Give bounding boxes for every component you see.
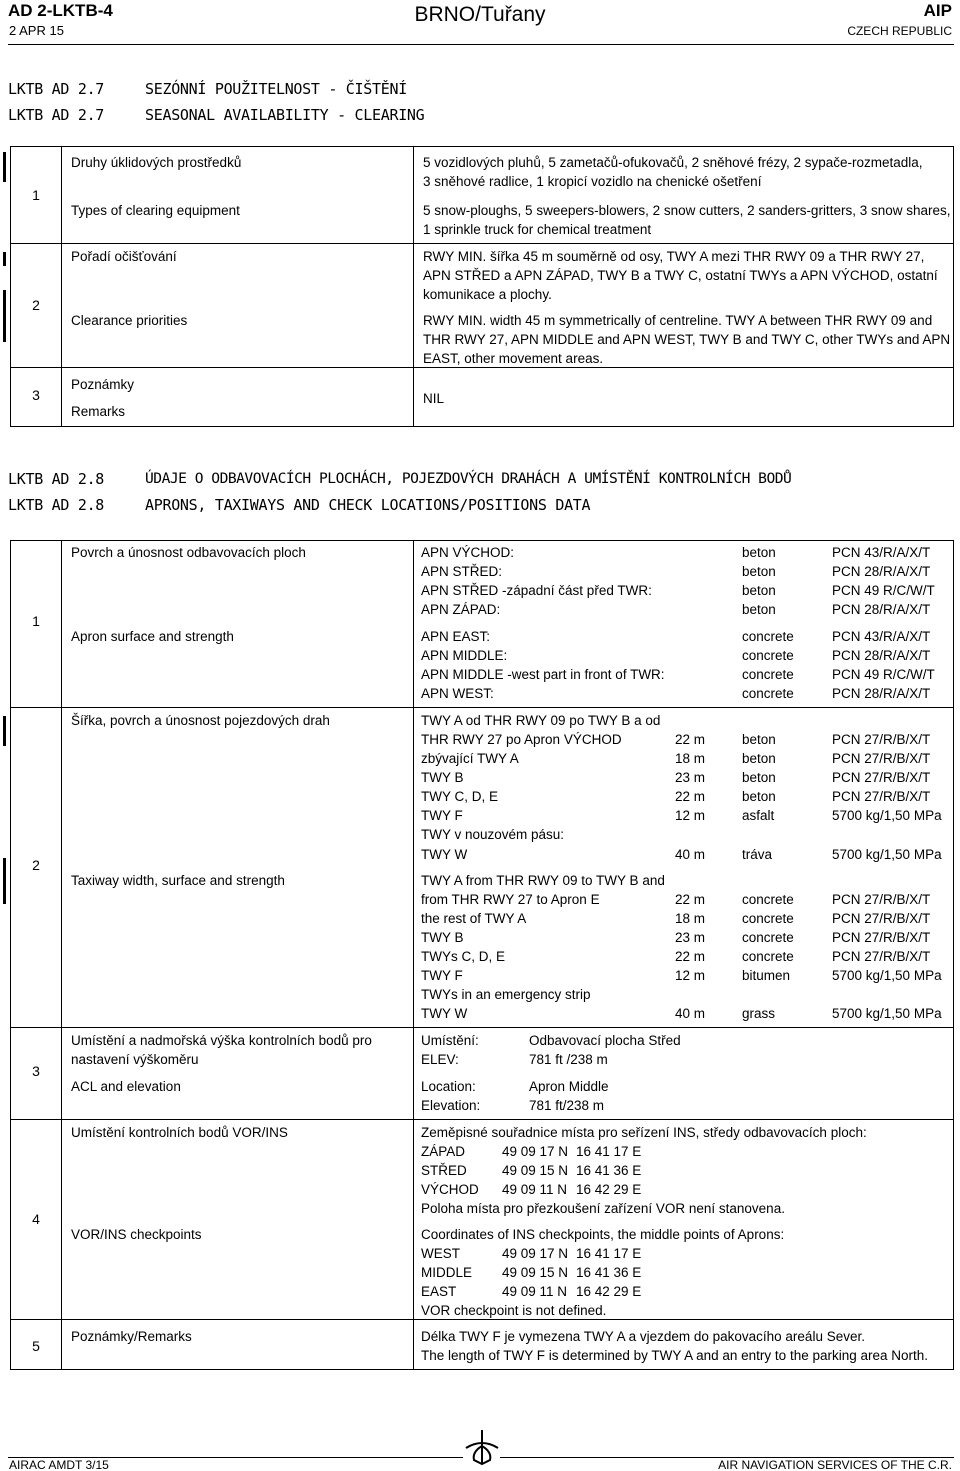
document-code: AD 2-LKTB-4 (8, 1, 113, 20)
taxiway-name: TWY W (421, 847, 468, 862)
apron-pcn: PCN 49 R/C/W/T (832, 583, 935, 598)
taxiway-width: 23 m (675, 930, 706, 945)
taxiway-width: 22 m (675, 949, 706, 964)
taxiway-surface: asfalt (742, 808, 775, 823)
label-acl-en: ACL and elevation (71, 1079, 181, 1094)
apron-surface: beton (742, 602, 776, 617)
taxiway-surface: tráva (742, 847, 773, 862)
label-taxiway-en: Taxiway width, surface and strength (71, 873, 285, 888)
apron-name: APN STŘED -západní část před TWR: (421, 583, 652, 598)
checkpoint-lat: 49 09 15 N (502, 1163, 569, 1178)
checkpoint-name: STŘED (421, 1163, 467, 1178)
apron-name: APN WEST: (421, 686, 494, 701)
label-acl-cz: Umístění a nadmořská výška kontrolních bodů pro (71, 1033, 372, 1048)
taxiway-name: TWYs in an emergency strip (421, 987, 591, 1002)
taxiway-width: 40 m (675, 1006, 706, 1021)
apron-taxiway-table (10, 540, 954, 1370)
footer-publisher: AIR NAVIGATION SERVICES OF THE C.R. (718, 1458, 952, 1471)
taxiway-name: TWY B (421, 770, 464, 785)
checkpoint-lon: 16 41 36 E (576, 1163, 642, 1178)
value-text: APN STŘED a APN ZÁPAD, TWY B a TWY C, ostatní TWYs a APN VÝCHOD, ostatní (423, 268, 938, 283)
elevation-value: 781 ft/238 m (529, 1098, 605, 1113)
change-bar (3, 858, 6, 904)
apron-name: APN MIDDLE -west part in front of TWR: (421, 667, 665, 682)
taxiway-name: TWY C, D, E (421, 789, 499, 804)
apron-pcn: PCN 28/R/A/X/T (832, 686, 931, 701)
apron-surface: concrete (742, 686, 794, 701)
taxiway-surface: concrete (742, 911, 794, 926)
taxiway-name: the rest of TWY A (421, 911, 527, 926)
value-text: RWY MIN. šířka 45 m souměrně od osy, TWY A mezi THR RWY 09 a THR RWY 27, (423, 249, 925, 264)
taxiway-pcn: PCN 27/R/B/X/T (832, 911, 931, 926)
taxiway-pcn: PCN 27/R/B/X/T (832, 892, 931, 907)
checkpoint-lon: 16 41 17 E (576, 1144, 642, 1159)
section-28-title-cz: ÚDAJE O ODBAVOVACÍCH PLOCHÁCH, POJEZDOVÝCH DRAHÁCH A UMÍSTĚNÍ KONTROLNÍCH BODŮ (145, 470, 792, 487)
taxiway-pcn: PCN 27/R/B/X/T (832, 789, 931, 804)
taxiway-width: 22 m (675, 789, 706, 804)
label-clearance-priorities-en: Clearance priorities (71, 313, 188, 328)
checkpoint-lon: 16 41 36 E (576, 1265, 642, 1280)
taxiway-name: THR RWY 27 po Apron VÝCHOD (421, 732, 622, 747)
row-number: 4 (32, 1211, 40, 1227)
checkpoint-lon: 16 42 29 E (576, 1182, 642, 1197)
label-clearing-equipment-en: Types of clearing equipment (71, 203, 240, 218)
change-bar (3, 252, 6, 266)
value-text: NIL (423, 391, 445, 406)
taxiway-pcn: 5700 kg/1,50 MPa (832, 1006, 942, 1021)
elevation-label: Elevation: (421, 1098, 481, 1113)
apron-pcn: PCN 43/R/A/X/T (832, 629, 931, 644)
label-apron-surface-cz: Povrch a únosnost odbavovacích ploch (71, 545, 306, 560)
taxiway-width: 23 m (675, 770, 706, 785)
change-bar (3, 152, 6, 182)
apron-name: APN ZÁPAD: (421, 602, 501, 617)
row-number: 1 (32, 187, 40, 203)
vor-note: Poloha místa pro přezkoušení zařízení VOR není stanovena. (421, 1201, 785, 1216)
change-bar (3, 716, 6, 746)
section-28-code-cz: LKTB AD 2.8 (8, 470, 105, 488)
label-remarks-cz: Poznámky (71, 377, 135, 392)
taxiway-name: TWY F (421, 968, 463, 983)
location-label: Location: (421, 1079, 476, 1094)
value-text: 3 sněhové radlice, 1 kropicí vozidlo na chenické ošetření (423, 174, 762, 189)
taxiway-surface: bitumen (742, 968, 791, 983)
value-text: komunikace a plochy. (423, 287, 552, 302)
location-label: Umístění: (421, 1033, 479, 1048)
taxiway-width: 22 m (675, 732, 706, 747)
taxiway-name: TWY B (421, 930, 464, 945)
label-vor-ins-en: VOR/INS checkpoints (71, 1227, 202, 1242)
taxiway-surface: beton (742, 751, 776, 766)
apron-pcn: PCN 28/R/A/X/T (832, 602, 931, 617)
taxiway-name: TWYs C, D, E (421, 949, 505, 964)
location-value: Odbavovací plocha Střed (529, 1033, 681, 1048)
label-taxiway-cz: Šířka, povrch a únosnost pojezdových drah (71, 713, 330, 728)
taxiway-pcn: PCN 27/R/B/X/T (832, 930, 931, 945)
checkpoint-lat: 49 09 11 N (502, 1182, 568, 1197)
remarks-cz: Délka TWY F je vymezena TWY A a vjezdem do pakovacího areálu Sever. (421, 1329, 865, 1344)
row-number: 3 (32, 387, 40, 403)
taxiway-pcn: PCN 27/R/B/X/T (832, 770, 931, 785)
label-vor-ins-cz: Umístění kontrolních bodů VOR/INS (71, 1125, 288, 1140)
apron-surface: concrete (742, 629, 794, 644)
taxiway-pcn: 5700 kg/1,50 MPa (832, 808, 942, 823)
apron-pcn: PCN 49 R/C/W/T (832, 667, 935, 682)
taxiway-pcn: 5700 kg/1,50 MPa (832, 847, 942, 862)
taxiway-surface: grass (742, 1006, 776, 1021)
location-value: Apron Middle (529, 1079, 609, 1094)
taxiway-surface: beton (742, 789, 776, 804)
taxiway-name: from THR RWY 27 to Apron E (421, 892, 600, 907)
taxiway-pcn: PCN 27/R/B/X/T (832, 751, 931, 766)
checkpoint-name: ZÁPAD (421, 1144, 466, 1159)
aip-label: AIP (923, 1, 952, 20)
taxiway-width: 22 m (675, 892, 706, 907)
apron-surface: beton (742, 545, 776, 560)
label-remarks-en: Remarks (71, 404, 126, 419)
checkpoint-name: WEST (421, 1246, 460, 1261)
row-number: 2 (32, 297, 40, 313)
value-text: EAST, other movement areas. (423, 351, 604, 366)
taxiway-pcn: 5700 kg/1,50 MPa (832, 968, 942, 983)
change-bar (3, 290, 6, 342)
label-clearance-priorities-cz: Pořadí očišťování (71, 249, 177, 264)
taxiway-surface: beton (742, 770, 776, 785)
taxiway-name: TWY v nouzovém pásu: (421, 827, 565, 842)
apron-surface: beton (742, 564, 776, 579)
apron-name: APN EAST: (421, 629, 491, 644)
taxiway-pcn: PCN 27/R/B/X/T (832, 949, 931, 964)
taxiway-width: 40 m (675, 847, 706, 862)
checkpoint-lon: 16 42 29 E (576, 1284, 642, 1299)
checkpoint-lat: 49 09 17 N (502, 1144, 569, 1159)
apron-surface: concrete (742, 648, 794, 663)
label-clearing-equipment-cz: Druhy úklidových prostředků (71, 155, 242, 170)
apron-surface: concrete (742, 667, 794, 682)
ins-intro: Coordinates of INS checkpoints, the middle points of Aprons: (421, 1227, 785, 1242)
ins-intro: Zeměpisné souřadnice místa pro seřízení INS, středy odbavovacích ploch: (421, 1125, 867, 1140)
apron-pcn: PCN 43/R/A/X/T (832, 545, 931, 560)
taxiway-surface: concrete (742, 930, 794, 945)
checkpoint-name: MIDDLE (421, 1265, 473, 1280)
value-text: 5 vozidlových pluhů, 5 zametačů-ofukovačů, 2 sněhové frézy, 2 sypače-rozmetadla, (423, 155, 923, 170)
row-number: 1 (32, 613, 40, 629)
row-number: 2 (32, 857, 40, 873)
section-28-code-en: LKTB AD 2.8 (8, 496, 105, 514)
value-text: RWY MIN. width 45 m symmetrically of centreline. TWY A between THR RWY 09 and (423, 313, 933, 328)
taxiway-name: TWY F (421, 808, 463, 823)
label-acl-cz: nastavení výškoměru (71, 1052, 199, 1067)
value-text: 5 snow-ploughs, 5 sweepers-blowers, 2 snow cutters, 2 sanders-gritters, 3 snow shares, (423, 203, 951, 218)
page-title: BRNO/Tuřany (414, 3, 546, 26)
ans-logo-icon (461, 1428, 503, 1468)
apron-name: APN MIDDLE: (421, 648, 508, 663)
taxiway-surface: beton (742, 732, 776, 747)
checkpoint-lat: 49 09 11 N (502, 1284, 568, 1299)
elevation-value: 781 ft /238 m (529, 1052, 608, 1067)
checkpoint-name: EAST (421, 1284, 457, 1299)
label-apron-surface-en: Apron surface and strength (71, 629, 234, 644)
section-27-title-en: SEASONAL AVAILABILITY - CLEARING (145, 106, 425, 124)
row-number: 5 (32, 1338, 40, 1354)
row-number: 3 (32, 1063, 40, 1079)
section-28-title-en: APRONS, TAXIWAYS AND CHECK LOCATIONS/POSITIONS DATA (145, 496, 591, 514)
taxiway-width: 18 m (675, 751, 706, 766)
apron-surface: beton (742, 583, 776, 598)
taxiway-width: 18 m (675, 911, 706, 926)
header-rule (8, 44, 954, 45)
taxiway-name: TWY A from THR RWY 09 to TWY B and (421, 873, 665, 888)
taxiway-surface: concrete (742, 892, 794, 907)
checkpoint-name: VÝCHOD (421, 1182, 479, 1197)
taxiway-name: TWY W (421, 1006, 468, 1021)
footer-airac: AIRAC AMDT 3/15 (9, 1458, 109, 1471)
section-27-code-cz: LKTB AD 2.7 (8, 80, 105, 98)
apron-name: APN VÝCHOD: (421, 545, 515, 560)
value-text: THR RWY 27, APN MIDDLE and APN WEST, TWY B and TWY C, other TWYs and APN (423, 332, 951, 347)
label-remarks: Poznámky/Remarks (71, 1329, 192, 1344)
taxiway-pcn: PCN 27/R/B/X/T (832, 732, 931, 747)
remarks-en: The length of TWY F is determined by TWY A and an entry to the parking area North. (421, 1348, 929, 1363)
apron-pcn: PCN 28/R/A/X/T (832, 648, 931, 663)
taxiway-name: TWY A od THR RWY 09 po TWY B a od (421, 713, 661, 728)
checkpoint-lon: 16 41 17 E (576, 1246, 642, 1261)
value-text: 1 sprinkle truck for chemical treatment (423, 222, 652, 237)
section-27-code-en: LKTB AD 2.7 (8, 106, 105, 124)
document-date: 2 APR 15 (9, 23, 64, 38)
apron-name: APN STŘED: (421, 564, 503, 579)
clearing-table (10, 146, 954, 427)
taxiway-surface: concrete (742, 949, 794, 964)
checkpoint-lat: 49 09 17 N (502, 1246, 569, 1261)
vor-note: VOR checkpoint is not defined. (421, 1303, 607, 1318)
checkpoint-lat: 49 09 15 N (502, 1265, 569, 1280)
taxiway-width: 12 m (675, 808, 706, 823)
elevation-label: ELEV: (421, 1052, 459, 1067)
taxiway-name: zbývající TWY A (421, 751, 519, 766)
taxiway-width: 12 m (675, 968, 706, 983)
apron-pcn: PCN 28/R/A/X/T (832, 564, 931, 579)
country-label: CZECH REPUBLIC (847, 24, 952, 38)
section-27-title-cz: SEZÓNNÍ POUŽITELNOST - ČIŠTĚNÍ (145, 80, 407, 98)
